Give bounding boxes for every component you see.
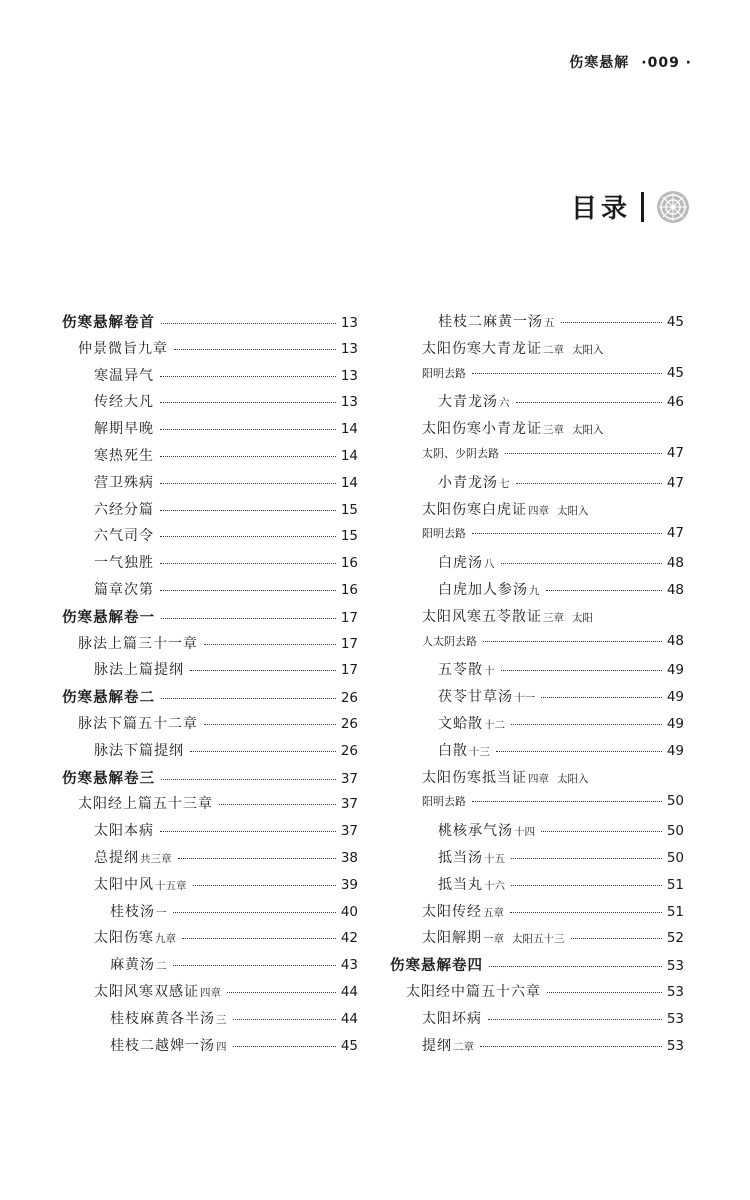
- dot-leader: [160, 510, 336, 511]
- toc-entry: [62, 847, 358, 874]
- entry-title: 总提纲: [94, 849, 139, 866]
- toc-entry: [62, 552, 358, 579]
- dot-leader: [173, 965, 337, 966]
- entry-count: 十四: [514, 826, 535, 839]
- dot-leader: [510, 912, 662, 913]
- entry-page: 48: [666, 581, 684, 598]
- entry-page: 17: [340, 609, 358, 626]
- toc-entry: [390, 874, 684, 901]
- entry-page: 26: [340, 742, 358, 759]
- entry-title: 桂枝二越婢一汤: [110, 1037, 215, 1054]
- entry-count: 二章: [453, 1040, 474, 1053]
- entry-title: 伤寒悬解卷首: [62, 315, 155, 331]
- entry-page: 46: [666, 394, 684, 411]
- toc-column-right: [390, 311, 684, 1061]
- entry-count: 一: [156, 906, 167, 919]
- toc-entry: [390, 793, 684, 820]
- toc-entry: [390, 311, 684, 338]
- entry-page: 14: [340, 474, 358, 491]
- toc-heading: [571, 188, 690, 225]
- entry-title: 脉法下篇提纲: [94, 742, 184, 759]
- entry-title: 伤寒悬解卷一: [62, 609, 155, 626]
- entry-page: 17: [340, 635, 358, 652]
- dot-leader: [501, 563, 663, 564]
- entry-count: 三章: [543, 424, 564, 437]
- dot-leader: [174, 349, 336, 350]
- entry-title: 仲景微旨九章: [78, 340, 168, 357]
- dot-leader: [541, 831, 662, 832]
- toc-entry: [62, 365, 358, 392]
- entry-page: 45: [666, 364, 684, 381]
- entry-count: 七: [499, 477, 510, 490]
- dot-leader: [488, 1019, 662, 1020]
- entry-count: 九章: [155, 933, 176, 946]
- dot-leader: [160, 590, 336, 591]
- dot-leader: [480, 1046, 662, 1047]
- entry-title: 太阳伤寒抵当证: [422, 769, 527, 786]
- dot-leader: [160, 483, 336, 484]
- entry-title: 白虎汤: [438, 555, 483, 572]
- entry-title: 伤寒悬解卷三: [62, 770, 155, 787]
- entry-count: 一章: [483, 933, 504, 946]
- toc-entry: [62, 740, 358, 767]
- entry-page: 44: [340, 1010, 358, 1027]
- entry-count: 十五章: [155, 879, 187, 892]
- dot-leader: [541, 697, 662, 698]
- toc-entry: [62, 391, 358, 418]
- entry-title: 太阳伤寒白虎证: [422, 501, 527, 518]
- entry-count: 十一: [514, 692, 535, 705]
- toc-entry: [62, 579, 358, 606]
- entry-note: 太阳: [572, 611, 593, 624]
- dot-leader: [178, 858, 337, 859]
- dot-leader: [160, 402, 336, 403]
- toc-entry: [390, 525, 684, 552]
- toc-entry: [62, 418, 358, 445]
- book-title: 伤寒悬解: [569, 55, 630, 71]
- entry-page: 50: [666, 849, 684, 866]
- entry-page: 13: [340, 394, 358, 411]
- toc-column-left: [62, 311, 358, 1061]
- entry-title: 太阳风寒五苓散证: [422, 608, 542, 625]
- entry-note: 太阳入: [557, 504, 589, 517]
- toc-entry: [62, 981, 358, 1008]
- entry-title: 脉法下篇五十二章: [78, 715, 198, 732]
- entry-continuation: 阳明去路: [422, 795, 466, 809]
- running-header: [569, 52, 692, 72]
- dot-leader: [571, 938, 663, 939]
- toc-entry: [390, 847, 684, 874]
- toc-entry: [62, 338, 358, 365]
- toc-entry: [390, 927, 684, 954]
- entry-continuation: 人太阴去路: [422, 634, 477, 648]
- entry-page: 13: [340, 367, 358, 384]
- entry-count: 二: [156, 960, 167, 973]
- entry-page: 47: [666, 444, 684, 461]
- toc-entry: [390, 499, 684, 526]
- dot-leader: [193, 885, 337, 886]
- toc-title: 目录: [570, 194, 631, 224]
- toc-entry: [390, 981, 684, 1008]
- dot-leader: [547, 992, 662, 993]
- dot-leader: [190, 670, 336, 671]
- entry-page: 39: [340, 876, 358, 893]
- toc-entry: [390, 445, 684, 472]
- entry-title: 五苓散: [438, 662, 483, 679]
- dot-leader: [161, 698, 336, 699]
- entry-count: 四章: [200, 986, 221, 999]
- entry-page: 37: [340, 796, 358, 813]
- entry-note: 太阳入: [572, 343, 604, 356]
- entry-title: 六经分篇: [94, 501, 154, 518]
- toc-entry: [390, 338, 684, 365]
- toc-entry: [390, 633, 684, 660]
- dot-leader: [173, 912, 337, 913]
- entry-title: 桂枝汤: [110, 903, 155, 920]
- entry-page: 13: [340, 315, 358, 331]
- entry-page: 44: [340, 983, 358, 1000]
- entry-note: 太阳入: [572, 424, 604, 437]
- entry-count: 十六: [484, 879, 505, 892]
- dot-leader: [233, 1046, 337, 1047]
- dot-leader: [511, 885, 662, 886]
- dot-leader: [161, 323, 336, 324]
- dot-leader: [160, 831, 336, 832]
- entry-count: 四章: [528, 772, 549, 785]
- toc-entry: [62, 954, 358, 981]
- dot-leader: [160, 563, 336, 564]
- dot-leader: [501, 670, 663, 671]
- entry-page: 17: [340, 662, 358, 679]
- toc-entry: [62, 659, 358, 686]
- entry-continuation: 阳明去路: [422, 366, 466, 380]
- dot-leader: [161, 618, 336, 619]
- toc-entry: [62, 713, 358, 740]
- entry-page: 15: [340, 528, 358, 545]
- toc-entry: [390, 391, 684, 418]
- page-number: ·009 ·: [641, 55, 692, 71]
- entry-title: 太阳坏病: [422, 1010, 482, 1027]
- entry-page: 14: [340, 447, 358, 464]
- toc-entry: [62, 525, 358, 552]
- dot-leader: [505, 453, 662, 454]
- dot-leader: [472, 801, 662, 802]
- entry-title: 脉法上篇三十一章: [78, 635, 198, 652]
- entry-title: 抵当汤: [438, 849, 483, 866]
- dot-leader: [160, 429, 336, 430]
- dot-leader: [204, 724, 336, 725]
- entry-title: 太阳中风: [94, 876, 154, 893]
- dot-leader: [161, 779, 336, 780]
- dot-leader: [496, 751, 662, 752]
- entry-title: 一气独胜: [94, 555, 154, 572]
- entry-page: 13: [340, 340, 358, 357]
- entry-page: 53: [666, 1010, 684, 1027]
- entry-title: 太阳伤寒大青龙证: [422, 340, 542, 357]
- toc-entry: [390, 418, 684, 445]
- toc-entry: [390, 713, 684, 740]
- entry-title: 太阳经中篇五十六章: [406, 983, 541, 1000]
- entry-count: 四章: [528, 504, 549, 517]
- entry-title: 太阳伤寒: [94, 930, 154, 947]
- dot-leader: [483, 641, 662, 642]
- entry-count: 八: [484, 558, 495, 571]
- entry-page: 47: [666, 474, 684, 491]
- entry-page: 38: [340, 849, 358, 866]
- entry-title: 桃核承气汤: [438, 823, 513, 840]
- entry-page: 16: [340, 581, 358, 598]
- toc-entry: [62, 686, 358, 713]
- dot-leader: [511, 858, 662, 859]
- toc-entry: [390, 552, 684, 579]
- entry-count: 十: [484, 665, 495, 678]
- entry-title: 伤寒悬解卷二: [62, 690, 155, 707]
- toc-entry: [62, 606, 358, 633]
- dot-leader: [546, 590, 663, 591]
- entry-page: 53: [666, 1037, 684, 1054]
- entry-page: 49: [666, 662, 684, 679]
- entry-page: 37: [340, 823, 358, 840]
- entry-count: 十三: [469, 745, 490, 758]
- dot-leader: [472, 533, 662, 534]
- toc-entry: [390, 579, 684, 606]
- toc-entry: [62, 311, 358, 338]
- entry-title: 解期早晚: [94, 421, 154, 438]
- entry-page: 15: [340, 501, 358, 518]
- entry-page: 43: [340, 957, 358, 974]
- dot-leader: [160, 376, 336, 377]
- entry-page: 14: [340, 421, 358, 438]
- toc-entry: [390, 659, 684, 686]
- entry-page: 26: [340, 690, 358, 707]
- entry-count: 三: [216, 1013, 227, 1026]
- entry-page: 50: [666, 793, 684, 810]
- entry-page: 47: [666, 525, 684, 542]
- entry-continuation: 太阴、少阴去路: [422, 446, 499, 460]
- toc-entry: [62, 874, 358, 901]
- entry-continuation: 阳明去路: [422, 527, 466, 541]
- toc-entry: [62, 927, 358, 954]
- entry-title: 抵当丸: [438, 876, 483, 893]
- entry-page: 45: [340, 1037, 358, 1054]
- entry-title: 篇章次第: [94, 581, 154, 598]
- dot-leader: [489, 966, 662, 967]
- dot-leader: [160, 456, 336, 457]
- entry-page: 49: [666, 689, 684, 706]
- entry-count: 五: [544, 317, 555, 329]
- toc-entry: [390, 1008, 684, 1035]
- entry-title: 白散: [438, 742, 468, 759]
- entry-count: 十五: [484, 852, 505, 865]
- entry-title: 寒温异气: [94, 367, 154, 384]
- entry-page: 51: [666, 876, 684, 893]
- entry-title: 太阳伤寒小青龙证: [422, 421, 542, 438]
- title-divider: [641, 192, 644, 222]
- entry-note: 太阳五十三: [512, 933, 565, 946]
- toc-entry: [62, 901, 358, 928]
- ornament-icon: [656, 190, 690, 224]
- entry-page: 48: [666, 555, 684, 572]
- toc-entry: [390, 901, 684, 928]
- entry-title: 桂枝二麻黄一汤: [438, 314, 543, 330]
- toc-entry: [62, 793, 358, 820]
- entry-page: 52: [666, 930, 684, 947]
- entry-title: 茯苓甘草汤: [438, 689, 513, 706]
- dot-leader: [472, 373, 662, 374]
- entry-page: 48: [666, 632, 684, 649]
- entry-title: 太阳解期: [422, 930, 482, 947]
- entry-title: 提纲: [422, 1037, 452, 1054]
- entry-page: 53: [666, 983, 684, 1000]
- entry-page: 49: [666, 742, 684, 759]
- entry-title: 白虎加人参汤: [438, 581, 528, 598]
- toc-entry: [390, 686, 684, 713]
- entry-page: 16: [340, 555, 358, 572]
- toc-entry: [62, 499, 358, 526]
- entry-title: 太阳传经: [422, 903, 482, 920]
- entry-title: 桂枝麻黄各半汤: [110, 1010, 215, 1027]
- entry-title: 文蛤散: [438, 715, 483, 732]
- entry-title: 寒热死生: [94, 447, 154, 464]
- entry-count: 二章: [543, 343, 564, 356]
- entry-title: 太阳经上篇五十三章: [78, 796, 213, 813]
- entry-title: 伤寒悬解卷四: [390, 958, 483, 975]
- entry-title: 脉法上篇提纲: [94, 662, 184, 679]
- entry-count: 五章: [483, 906, 504, 919]
- entry-title: 六气司令: [94, 528, 154, 545]
- toc-entry: [390, 1035, 684, 1062]
- entry-title: 太阳风寒双感证: [94, 983, 199, 1000]
- dot-leader: [219, 804, 336, 805]
- toc-entry: [62, 472, 358, 499]
- entry-page: 26: [340, 715, 358, 732]
- toc-entry: [62, 1008, 358, 1035]
- dot-leader: [516, 402, 663, 403]
- toc-entry: [62, 1035, 358, 1062]
- entry-count: 共三章: [140, 852, 172, 865]
- toc-entry: [62, 445, 358, 472]
- entry-title: 大青龙汤: [438, 394, 498, 411]
- entry-title: 麻黄汤: [110, 957, 155, 974]
- entry-count: 九: [529, 584, 540, 597]
- entry-page: 40: [340, 903, 358, 920]
- entry-title: 小青龙汤: [438, 474, 498, 491]
- entry-note: 太阳入: [557, 772, 589, 785]
- entry-page: 49: [666, 715, 684, 732]
- dot-leader: [227, 992, 336, 993]
- dot-leader: [233, 1019, 337, 1020]
- toc-entry: [390, 472, 684, 499]
- dot-leader: [190, 751, 336, 752]
- entry-title: 传经大凡: [94, 394, 154, 411]
- toc-entry: [390, 767, 684, 794]
- entry-count: 十二: [484, 718, 505, 731]
- entry-page: 50: [666, 823, 684, 840]
- dot-leader: [204, 644, 336, 645]
- entry-count: 六: [499, 397, 510, 410]
- entry-page: 51: [666, 903, 684, 920]
- dot-leader: [160, 536, 336, 537]
- toc-entry: [390, 365, 684, 392]
- toc-entry: [62, 767, 358, 794]
- toc-entry: [62, 820, 358, 847]
- toc-entry: [390, 606, 684, 633]
- toc-entry: [390, 954, 684, 981]
- toc-entry: [390, 820, 684, 847]
- dot-leader: [516, 483, 663, 484]
- entry-title: 营卫殊病: [94, 474, 154, 491]
- entry-page: 42: [340, 930, 358, 947]
- entry-count: 三章: [543, 611, 564, 624]
- dot-leader: [511, 724, 662, 725]
- entry-count: 四: [216, 1040, 227, 1053]
- entry-title: 太阳本病: [94, 823, 154, 840]
- dot-leader: [182, 938, 336, 939]
- entry-page: 45: [666, 314, 684, 330]
- dot-leader: [561, 322, 663, 323]
- entry-page: 37: [340, 770, 358, 787]
- entry-page: 53: [666, 958, 684, 975]
- toc-entry: [390, 740, 684, 767]
- toc-entry: [62, 633, 358, 660]
